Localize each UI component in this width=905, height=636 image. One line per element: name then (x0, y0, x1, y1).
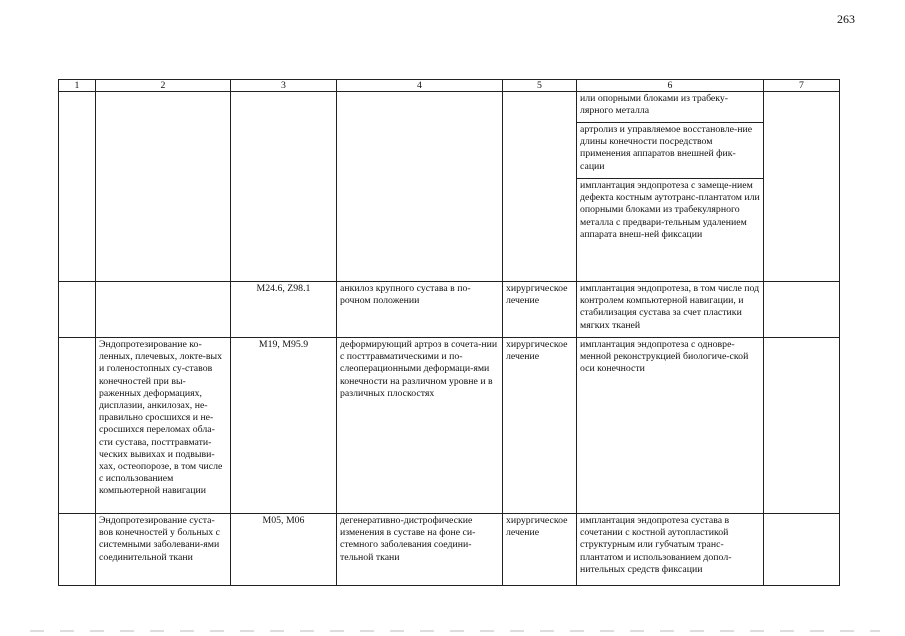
table-row (59, 282, 840, 338)
col1-cell (59, 514, 96, 586)
col7-cell (764, 92, 840, 282)
method-item: имплантация эндопротеза сустава в сочетании с костной аутопластикой структурным или губчатым транс-плантатом и использованием допол-нительных средств фиксации (580, 515, 732, 575)
header-cell-4: 4 (337, 80, 503, 92)
diagnosis-cell: анкилоз крупного сустава в по-рочном положении (337, 282, 503, 338)
method-item: имплантация эндопротеза с замеще-нием дефекта костным аутотранс-плантатом или опорными блоками из трабекулярного металла с предвари-тельным удалением аппарата внеш-ней фиксации (577, 178, 763, 243)
treatment-type-cell (503, 92, 577, 282)
table-row (59, 514, 840, 586)
page-number: 263 (837, 12, 855, 26)
header-cell-5: 5 (503, 80, 577, 92)
treatment-type-cell: хирургическое лечение (503, 338, 577, 514)
diagnosis-cell (337, 92, 503, 282)
treatment-type-cell: хирургическое лечение (503, 514, 577, 586)
col7-cell (764, 282, 840, 338)
treatment-type-cell: хирургическое лечение (503, 282, 577, 338)
table-row (59, 338, 840, 514)
medical-care-table (58, 79, 840, 586)
code-cell: M24.6, Z98.1 (231, 282, 337, 338)
method-item: артролиз и управляемое восстановле-ние длины конечности посредством применения аппаратов внешней фик-сации (577, 122, 763, 178)
method-item: имплантация эндопротеза с одновре-менной реконструкцией биологиче-ской оси конечности (580, 339, 749, 375)
col7-cell (764, 514, 840, 586)
diagnosis-cell: дегенеративно-дистрофические изменения в суставе на фоне си-стемного заболевания соедини-тельной ткани (337, 514, 503, 586)
scan-artifact-line (30, 630, 880, 632)
col2-cell (96, 92, 231, 282)
header-cell-6: 6 (577, 80, 764, 92)
treatment-method-cell (577, 514, 764, 586)
treatment-method-cell (577, 338, 764, 514)
code-cell: M05, M06 (231, 514, 337, 586)
table-row (59, 92, 840, 282)
col2-cell: Эндопротезирование суста-вов конечностей у больных с системными заболевани-ями соединительной ткани (96, 514, 231, 586)
col1-cell (59, 92, 96, 282)
code-cell: M19, M95.9 (231, 338, 337, 514)
col1-cell (59, 338, 96, 514)
header-cell-1: 1 (59, 80, 96, 92)
treatment-method-cell (577, 282, 764, 338)
header-cell-3: 3 (231, 80, 337, 92)
header-cell-7: 7 (764, 80, 840, 92)
col2-cell: Эндопротезирование ко-ленных, плечевых, локте-вых и голеностопных су-ставов конечностей при вы-раженных деформациях, дисплазии, анкилозах, не-правильно сросшихся и не-сросшихся переломах обла-сти сустава, посттравмати-ческих вывихах и подвыви-хах, остеопорозе, в том числе с использованием компьютерной навигации (96, 338, 231, 514)
col1-cell (59, 282, 96, 338)
header-cell-2: 2 (96, 80, 231, 92)
method-item: или опорными блоками из трабеку-лярного металла (580, 93, 729, 117)
method-item: имплантация эндопротеза, в том числе под контролем компьютерной навигации, и стабилизация сустава за счет пластики мягких тканей (580, 283, 760, 331)
col7-cell (764, 338, 840, 514)
treatment-method-cell (577, 92, 764, 282)
code-cell (231, 92, 337, 282)
diagnosis-cell: деформирующий артроз в сочета-нии с посттравматическими и по-слеоперационными деформаци-ями конечности на различном уровне и в различных плоскостях (337, 338, 503, 514)
table-header-row (59, 80, 840, 92)
col2-cell (96, 282, 231, 338)
